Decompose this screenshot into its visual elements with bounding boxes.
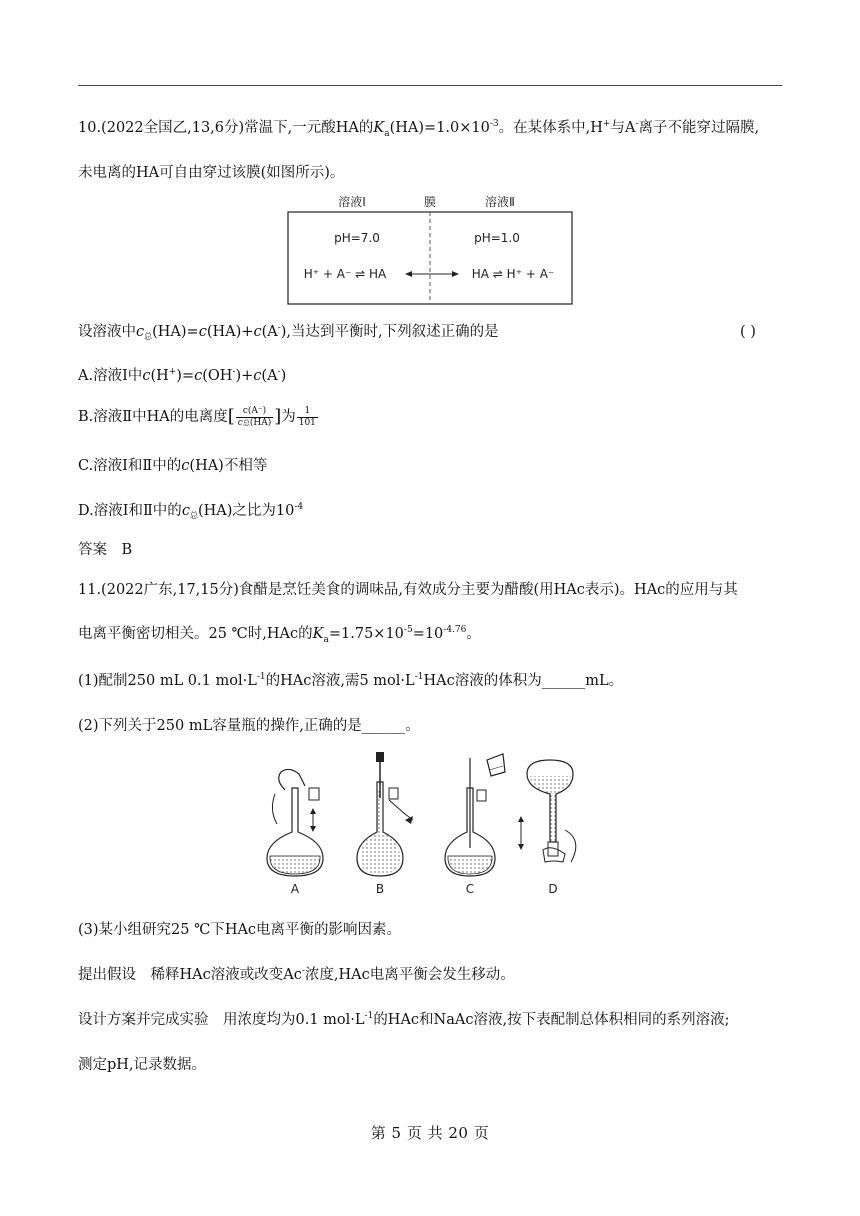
equilibrium-left: H⁺ + A⁻ ⇌ HA [303,267,387,281]
answer-paren: ( ) [740,324,756,340]
fig-label-d: D [548,882,558,896]
double-arrow-icon [405,271,459,277]
flask-c-icon [445,754,505,876]
fig-label-a: A [290,882,300,896]
q11-stem-line2: 电离平衡密切相关。25 ℃时,HAc的$K_a=1.75\times 10^{-5}=10^{-4.76}$。 [78,625,481,645]
q10-stem-line2: 未电离的HA可自由穿过该膜(如图所示)。 [78,165,345,181]
label-solution-2: 溶液Ⅱ [485,195,515,209]
membrane-diagram [285,190,575,308]
flask-d-icon [518,760,576,862]
q11-design-line1: 设计方案并完成实验 用浓度均为0.1 $mol\cdot L^{-1}$的HAc和NaAc溶液,按下表配制总体积相同的系列溶液; [78,1011,730,1028]
option-d: D.溶液Ⅰ和Ⅱ中的$c_总(HA)$之比为$10^{-4}$ [78,502,304,520]
q11-part1: (1)配制250 mL 0.1 $mol\cdot L^{-1}$的HAc溶液,需5 $mol\cdot L^{-1}HAc$溶液的体积为______mL。 [78,672,624,689]
answer-blank: ______ [541,673,586,689]
q11-stem-line1: 11.(2022广东,17,15分)食醋是烹饪美食的调味品,有效成分主要为醋酸(用HAc表示)。HAc的应用与其 [78,582,738,598]
label-solution-1: 溶液Ⅰ [338,195,366,209]
equilibrium-right: HA ⇌ H⁺ + A⁻ [471,267,555,281]
fig-label-b: B [375,882,385,896]
header-rule [78,85,782,86]
ionization-degree-fraction: $\frac{c(A^-)}{\text{c总(HA)}}$ [237,405,272,428]
option-a: A.溶液Ⅰ中c(H+)=c(OH-)+c(A-) [78,367,287,384]
value-fraction: $\frac{1}{101}$ [298,405,316,428]
q10-stem-line1: 10.(2022全国乙,13,6分)常温下,一元酸HA的$K_a(HA)=1.0\times 10^{-3}$。在某体系中,H+与A-离子不能穿过隔膜, [78,119,760,139]
q10-answer: 答案 B [78,542,133,558]
volumetric-flask-figure [265,750,595,900]
q11-hypothesis: 提出假设 稀释HAc溶液或改变Ac-浓度,HAc电离平衡会发生移动。 [78,966,515,983]
option-c: C.溶液Ⅰ和Ⅱ中的c(HA)不相等 [78,458,268,474]
ph-right: pH=1.0 [474,231,520,245]
ph-left: pH=7.0 [334,231,380,245]
label-membrane: 膜 [423,195,437,209]
flask-a-icon [267,769,323,876]
q11-part2: (2)下列关于250 mL容量瓶的操作,正确的是______。 [78,718,420,734]
q11-part3: (3)某小组研究25 ℃下HAc电离平衡的影响因素。 [78,922,402,938]
q10-setup: 设溶液中$c_总(HA)=c(HA)+c(A^-)$,当达到平衡时,下列叙述正确的是 [78,323,499,341]
page-footer: 第 5 页 共 20 页 [370,1124,490,1142]
q11-design-line2: 测定pH,记录数据。 [78,1057,207,1073]
fig-label-c: C [465,882,475,896]
option-b: B.溶液Ⅱ中HA的电离度[ $\frac{c(A^-)}{\text{c总(HA)}}$ ]为 $\frac{1}{101}$ [78,405,316,428]
flask-b-icon [357,752,413,876]
